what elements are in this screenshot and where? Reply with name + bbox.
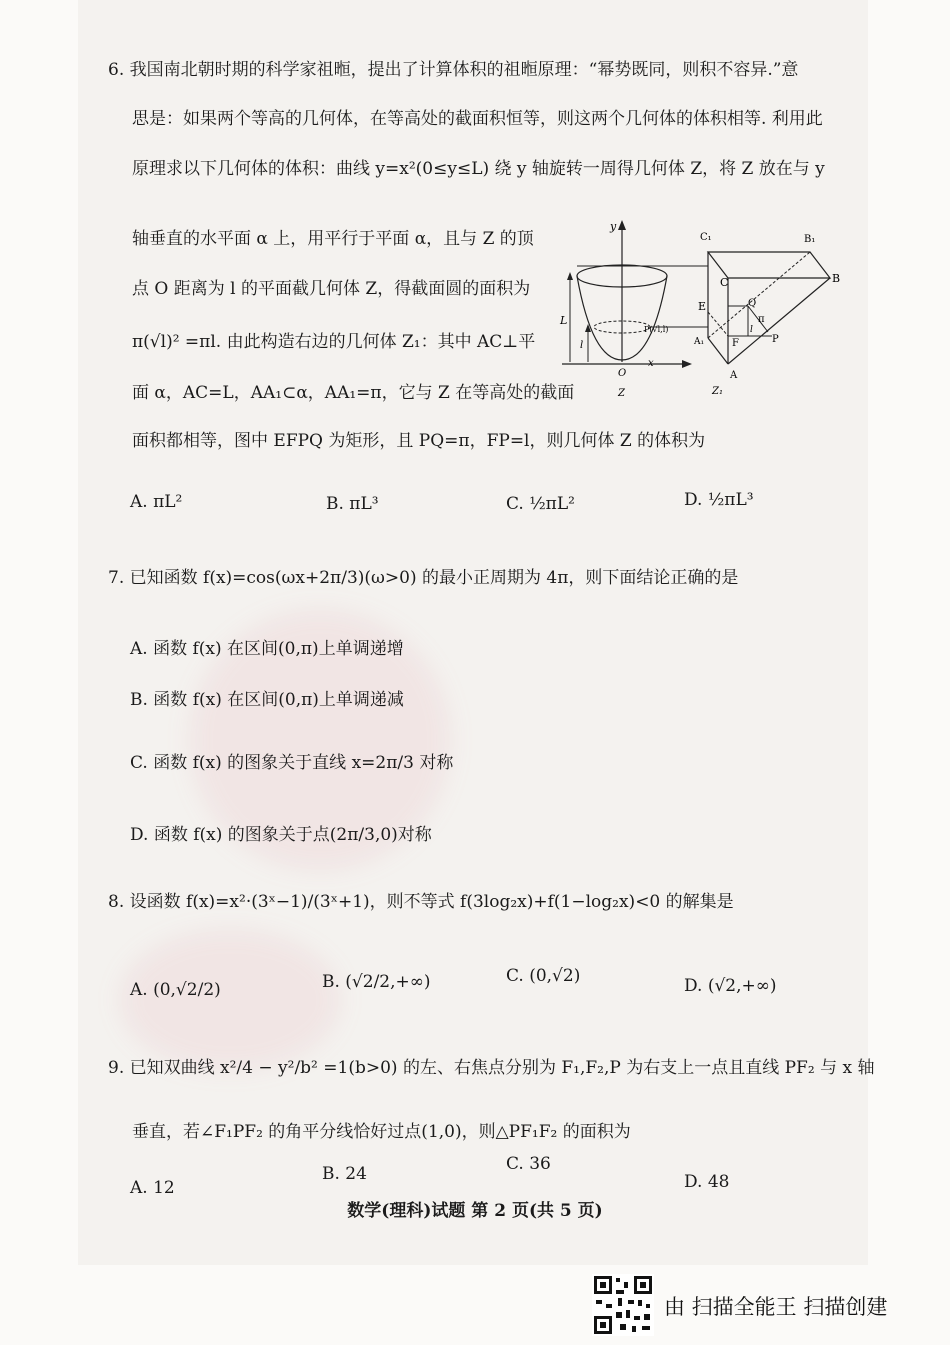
fig-label: L (560, 314, 568, 327)
fig-label: A (730, 370, 738, 381)
fig-label: Z₁ (712, 386, 723, 397)
q7-option-a: A. 函数 f(x) 在区间(0,π)上单调递增 (130, 639, 404, 659)
q6-line: 6. 我国南北朝时期的科学家祖暅，提出了计算体积的祖暅原理：“幂势既同，则积不容异.”意 (108, 60, 799, 80)
q9-option-b: B. 24 (322, 1164, 367, 1184)
fig-label: Z (618, 388, 625, 399)
q6-line: 轴垂直的水平面 α 上，用平行于平面 α，且与 Z 的顶 (132, 229, 534, 249)
q7-option-b: B. 函数 f(x) 在区间(0,π)上单调递减 (130, 690, 404, 710)
q7-stem: 7. 已知函数 f(x)=cos(ωx+2π/3)(ω>0) 的最小正周期为 4π，则下面结论正确的是 (108, 568, 739, 588)
fig-label: P(√l,l) (644, 325, 669, 334)
fig-label: C (720, 276, 729, 289)
q6-line: 点 O 距离为 l 的平面截几何体 Z，得截面圆的面积为 (132, 279, 531, 299)
q7-option-c: C. 函数 f(x) 的图象关于直线 x=2π/3 对称 (130, 753, 454, 773)
fig-label: A₁ (694, 337, 705, 347)
fig-label: π (758, 314, 765, 325)
q6-option-b: B. πL³ (326, 494, 379, 514)
fig-label: Q (748, 298, 757, 309)
fig-label: l (750, 325, 753, 335)
q9-option-a: A. 12 (130, 1178, 175, 1198)
q8-option-c: C. (0,√2) (506, 966, 581, 986)
fig-label: B₁ (804, 234, 816, 245)
q9-line: 垂直，若∠F₁PF₂ 的角平分线恰好过点(1,0)，则△PF₁F₂ 的面积为 (132, 1122, 631, 1142)
fig-label: B (832, 272, 841, 285)
q6-line: π(√l)² =πl. 由此构造右边的几何体 Z₁：其中 AC⊥平 (132, 332, 536, 352)
q6-option-d: D. ½πL³ (684, 490, 754, 510)
fig-label: C₁ (700, 232, 712, 243)
fig-label: x (648, 358, 654, 369)
q8-option-d: D. (√2,+∞) (684, 976, 777, 996)
q6-option-a: A. πL² (130, 492, 183, 512)
fig-label: y (610, 220, 617, 233)
stain (120, 930, 340, 1070)
fig-label: O (618, 368, 627, 379)
scanner-watermark-text: 由 扫描全能王 扫描创建 (664, 1295, 888, 1319)
q9-option-c: C. 36 (506, 1154, 551, 1174)
q6-line: 原理求以下几何体的体积：曲线 y=x²(0≤y≤L) 绕 y 轴旋转一周得几何体 Z，将 Z 放在与 y (132, 159, 825, 179)
fig-label: l (580, 340, 584, 351)
q8-stem: 8. 设函数 f(x)=x²·(3ˣ−1)/(3ˣ+1)，则不等式 f(3log₂x)+f(1−log₂x)<0 的解集是 (108, 892, 734, 912)
page-footer: 数学(理科)试题 第 2 页(共 5 页) (347, 1201, 603, 1221)
fig-label: P (772, 334, 779, 345)
q8-option-b: B. (√2/2,+∞) (322, 972, 431, 992)
q6-option-c: C. ½πL² (506, 494, 575, 514)
q6-line: 面 α，AC=L，AA₁⊂α，AA₁=π，它与 Z 在等高处的截面 (132, 383, 575, 403)
qr-code-icon (592, 1274, 654, 1336)
q8-option-a: A. (0,√2/2) (130, 980, 221, 1000)
q7-option-d: D. 函数 f(x) 的图象关于点(2π/3,0)对称 (130, 825, 432, 845)
q9-line: 9. 已知双曲线 x²/4 − y²/b² =1(b>0) 的左、右焦点分别为 F₁,F₂,P 为右支上一点且直线 PF₂ 与 x 轴 (108, 1058, 875, 1078)
q9-option-d: D. 48 (684, 1172, 730, 1192)
q6-line: 思是：如果两个等高的几何体，在等高处的截面积恒等，则这两个几何体的体积相等. 利用此 (132, 109, 823, 129)
fig-label: F (732, 338, 739, 349)
q6-line: 面积都相等，图中 EFPQ 为矩形，且 PQ=π，FP=l，则几何体 Z 的体积为 (132, 431, 706, 451)
fig-label: E (698, 300, 707, 313)
q6-geometry-figure (552, 214, 842, 404)
